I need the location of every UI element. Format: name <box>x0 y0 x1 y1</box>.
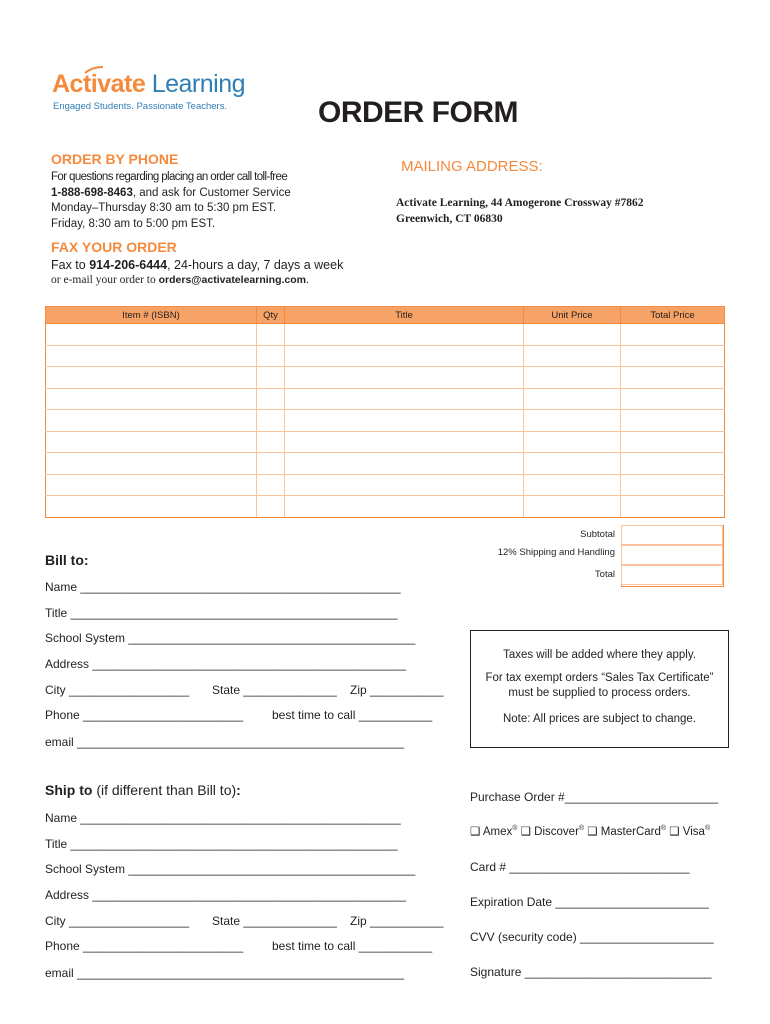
bill-phone-field[interactable]: Phone ________________________ <box>45 708 244 722</box>
table-row <box>46 431 725 453</box>
table-row <box>46 388 725 410</box>
ship-email-field[interactable]: email _________________________________________________ <box>45 966 405 980</box>
cell-item[interactable] <box>46 367 257 389</box>
amex-option[interactable]: ❑ Amex® <box>470 825 518 838</box>
card-number-field[interactable]: Card # ___________________________ <box>470 860 690 874</box>
bill-title-field[interactable]: Title _________________________________________________ <box>45 606 398 620</box>
ship-title-field[interactable]: Title _________________________________________________ <box>45 837 398 851</box>
ship-zip-field[interactable]: Zip ___________ <box>350 914 444 928</box>
bill-city-field[interactable]: City __________________ <box>45 683 190 697</box>
cell-total-price[interactable] <box>621 388 725 410</box>
cell-total-price[interactable] <box>621 453 725 475</box>
discover-option[interactable]: ❑ Discover® <box>520 825 585 838</box>
cell-item[interactable] <box>46 474 257 496</box>
cell-qty[interactable] <box>257 324 285 346</box>
cell-unit-price[interactable] <box>524 324 621 346</box>
ship-city-field[interactable]: City __________________ <box>45 914 190 928</box>
column-header-qty: Qty <box>257 307 285 324</box>
cell-qty[interactable] <box>257 496 285 518</box>
order-items-table <box>45 306 725 518</box>
fax-heading: FAX YOUR ORDER <box>51 239 177 255</box>
total-field[interactable] <box>621 565 723 585</box>
cell-title[interactable] <box>285 367 524 389</box>
subtotal-field[interactable] <box>621 525 723 545</box>
table-row <box>46 474 725 496</box>
cell-qty[interactable] <box>257 388 285 410</box>
cell-title[interactable] <box>285 324 524 346</box>
table-row <box>46 324 725 346</box>
cell-qty[interactable] <box>257 453 285 475</box>
visa-option[interactable]: ❑ Visa® <box>669 825 711 838</box>
expiration-date-field[interactable]: Expiration Date _______________________ <box>470 895 709 909</box>
cell-title[interactable] <box>285 431 524 453</box>
cell-total-price[interactable] <box>621 431 725 453</box>
bill-email-field[interactable]: email _________________________________________________ <box>45 735 405 749</box>
ship-school-field[interactable]: School System ___________________________________________ <box>45 862 416 876</box>
table-row <box>46 453 725 475</box>
cell-total-price[interactable] <box>621 324 725 346</box>
cell-unit-price[interactable] <box>524 496 621 518</box>
checkbox-icon[interactable]: ❑ <box>669 826 680 838</box>
mailing-address-heading: MAILING ADDRESS: <box>401 158 543 175</box>
cell-item[interactable] <box>46 388 257 410</box>
cell-item[interactable] <box>46 324 257 346</box>
bill-best-time-field[interactable]: best time to call ___________ <box>272 708 433 722</box>
cell-title[interactable] <box>285 474 524 496</box>
cell-item[interactable] <box>46 431 257 453</box>
ship-best-time-field[interactable]: best time to call ___________ <box>272 939 433 953</box>
subtotal-label: Subtotal <box>580 529 615 540</box>
cell-item[interactable] <box>46 410 257 432</box>
purchase-order-field[interactable]: Purchase Order #_______________________ <box>470 790 719 804</box>
bill-name-field[interactable]: Name ________________________________________________ <box>45 580 401 594</box>
bill-to-heading: Bill to: <box>45 552 89 568</box>
signature-field[interactable]: Signature ____________________________ <box>470 965 712 979</box>
total-label: Total <box>594 569 615 580</box>
cell-title[interactable] <box>285 345 524 367</box>
mastercard-option[interactable]: ❑ MasterCard® <box>587 825 667 838</box>
cell-item[interactable] <box>46 345 257 367</box>
table-row <box>46 410 725 432</box>
ship-state-field[interactable]: State ______________ <box>212 914 337 928</box>
column-header-unit-price: Unit Price <box>524 307 621 324</box>
bill-address-field[interactable]: Address _______________________________________________ <box>45 657 407 671</box>
orders-email-link[interactable]: orders@activatelearning.com <box>158 274 306 286</box>
cell-unit-price[interactable] <box>524 453 621 475</box>
checkbox-icon[interactable]: ❑ <box>587 826 598 838</box>
cvv-field[interactable]: CVV (security code) ____________________ <box>470 930 714 944</box>
bill-state-field[interactable]: State ______________ <box>212 683 337 697</box>
ship-to-heading: Ship to (if different than Bill to): <box>45 782 241 798</box>
cell-total-price[interactable] <box>621 410 725 432</box>
cell-qty[interactable] <box>257 474 285 496</box>
fax-text: Fax to 914-206-6444, 24-hours a day, 7 days a week <box>51 258 344 272</box>
bill-zip-field[interactable]: Zip ___________ <box>350 683 444 697</box>
cell-qty[interactable] <box>257 431 285 453</box>
order-by-phone-heading: ORDER BY PHONE <box>51 151 179 167</box>
cell-unit-price[interactable] <box>524 431 621 453</box>
cell-total-price[interactable] <box>621 367 725 389</box>
table-row <box>46 345 725 367</box>
table-header-row <box>46 307 725 324</box>
cell-unit-price[interactable] <box>524 345 621 367</box>
column-header-total-price: Total Price <box>621 307 725 324</box>
ship-address-field[interactable]: Address _______________________________________________ <box>45 888 407 902</box>
cell-qty[interactable] <box>257 410 285 432</box>
cell-total-price[interactable] <box>621 496 725 518</box>
ship-phone-field[interactable]: Phone ________________________ <box>45 939 244 953</box>
table-row <box>46 496 725 518</box>
table-row <box>46 367 725 389</box>
ship-name-field[interactable]: Name ________________________________________________ <box>45 811 401 825</box>
page-title: ORDER FORM <box>318 96 518 129</box>
column-header-title: Title <box>285 307 524 324</box>
cell-title[interactable] <box>285 496 524 518</box>
cell-total-price[interactable] <box>621 345 725 367</box>
cell-unit-price[interactable] <box>524 474 621 496</box>
cell-unit-price[interactable] <box>524 388 621 410</box>
cell-qty[interactable] <box>257 367 285 389</box>
cell-item[interactable] <box>46 496 257 518</box>
cell-qty[interactable] <box>257 345 285 367</box>
mailing-address-text: Activate Learning, 44 Amogerone Crossway #7862 Greenwich, CT 06830 <box>396 197 644 225</box>
cell-unit-price[interactable] <box>524 410 621 432</box>
cell-title[interactable] <box>285 453 524 475</box>
logo-tagline: Engaged Students. Passionate Teachers. <box>53 101 228 112</box>
cell-total-price[interactable] <box>621 474 725 496</box>
card-type-options <box>470 824 710 838</box>
checkbox-icon[interactable]: ❑ <box>520 826 531 838</box>
shipping-field[interactable] <box>621 545 723 565</box>
cell-unit-price[interactable] <box>524 367 621 389</box>
logo: Activate Learning <box>52 70 246 98</box>
email-order-text: or e-mail your order to orders@activatelearning.com. <box>51 274 309 286</box>
checkbox-icon[interactable]: ❑ <box>470 826 481 838</box>
bill-school-field[interactable]: School System ___________________________________________ <box>45 631 416 645</box>
order-by-phone-text: For questions regarding placing an order call toll-free 1-888-698-8463, and ask for Customer Service Monday–Thursday 8:30 am to 5:30 pm EST. Friday, 8:30 am to 5:00 pm EST. <box>51 171 291 230</box>
cell-title[interactable] <box>285 388 524 410</box>
cell-item[interactable] <box>46 453 257 475</box>
column-header-item: Item # (ISBN) <box>46 307 257 324</box>
shipping-label: 12% Shipping and Handling <box>497 547 615 558</box>
cell-title[interactable] <box>285 410 524 432</box>
tax-notice-box: Taxes will be added where they apply. For tax exempt orders “Sales Tax Certificate” must be supplied to process orders. Note: All prices are subject to change. <box>470 630 729 748</box>
